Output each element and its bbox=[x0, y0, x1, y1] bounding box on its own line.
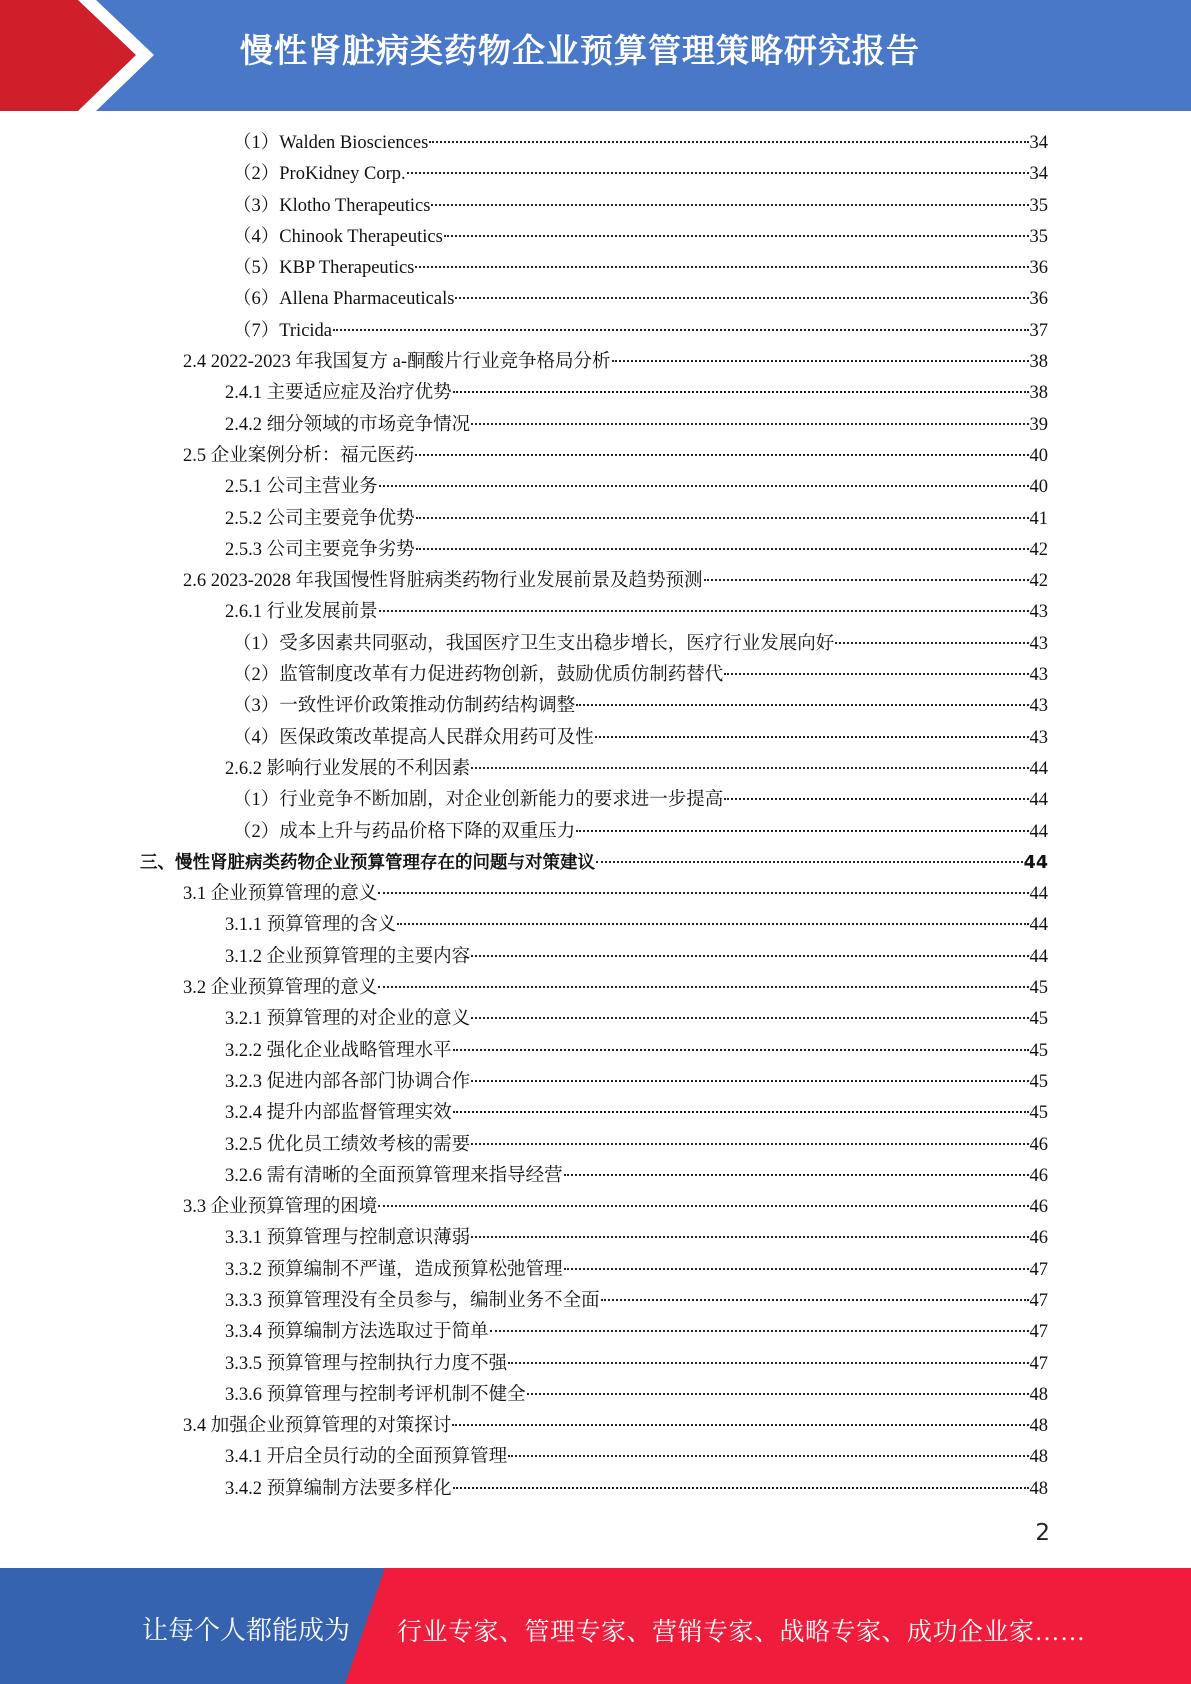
toc-entry[interactable] bbox=[0, 1317, 1191, 1348]
toc-entry[interactable] bbox=[0, 973, 1191, 1004]
toc-entry-title: （2）成本上升与药品价格下降的双重压力 bbox=[233, 821, 576, 842]
toc-dot-leader bbox=[416, 517, 1029, 519]
toc-entry[interactable] bbox=[0, 1067, 1191, 1098]
toc-entry-page: 48 bbox=[1029, 1478, 1048, 1499]
table-of-contents bbox=[0, 128, 1191, 1505]
toc-entry-page: 34 bbox=[1029, 133, 1048, 153]
toc-entry[interactable] bbox=[0, 629, 1191, 660]
toc-entry-page: 38 bbox=[1029, 352, 1048, 373]
toc-entry-title: 3.2.2 强化企业战略管理水平 bbox=[225, 1040, 452, 1061]
toc-entry-title: 3.3.5 预算管理与控制执行力度不强 bbox=[225, 1353, 508, 1374]
toc-entry[interactable] bbox=[0, 597, 1191, 628]
toc-entry-page: 46 bbox=[1029, 1197, 1048, 1218]
toc-entry-page: 43 bbox=[1029, 602, 1048, 623]
toc-entry[interactable] bbox=[0, 1411, 1191, 1442]
toc-entry[interactable] bbox=[0, 1223, 1191, 1254]
toc-dot-leader bbox=[576, 830, 1028, 832]
toc-entry[interactable] bbox=[0, 191, 1191, 222]
toc-entry[interactable] bbox=[0, 253, 1191, 284]
toc-entry-page: 36 bbox=[1029, 289, 1048, 310]
toc-entry[interactable] bbox=[0, 1098, 1191, 1129]
toc-entry[interactable] bbox=[0, 284, 1191, 315]
toc-dot-leader bbox=[704, 579, 1029, 581]
toc-dot-leader bbox=[455, 297, 1028, 299]
toc-entry-title: 2.5.2 公司主要竞争优势 bbox=[225, 508, 415, 529]
page-number: 2 bbox=[1035, 1520, 1050, 1546]
toc-dot-leader bbox=[471, 1143, 1028, 1145]
toc-entry-page: 48 bbox=[1029, 1416, 1048, 1437]
toc-entry-title: （1）Walden Biosciences bbox=[233, 133, 429, 153]
toc-entry[interactable] bbox=[0, 1474, 1191, 1505]
toc-entry-title: （2）监管制度改革有力促进药物创新，鼓励优质仿制药替代 bbox=[233, 665, 724, 686]
toc-entry-title: 3.3.1 预算管理与控制意识薄弱 bbox=[225, 1228, 471, 1249]
toc-entry-page: 45 bbox=[1029, 1071, 1048, 1092]
toc-entry-title: （3）一致性评价政策推动仿制药结构调整 bbox=[233, 696, 576, 717]
toc-entry-page: 47 bbox=[1029, 1290, 1048, 1311]
toc-dot-leader bbox=[416, 548, 1029, 550]
toc-dot-leader bbox=[471, 767, 1028, 769]
toc-entry-page: 44 bbox=[1023, 852, 1048, 873]
toc-entry-page: 44 bbox=[1029, 946, 1048, 967]
toc-entry[interactable] bbox=[0, 1442, 1191, 1473]
header-red-arrow bbox=[0, 0, 150, 111]
toc-entry-title: 2.5.1 公司主营业务 bbox=[225, 477, 378, 498]
toc-entry-page: 43 bbox=[1029, 696, 1048, 717]
toc-entry-page: 36 bbox=[1029, 258, 1048, 279]
toc-entry[interactable] bbox=[0, 316, 1191, 347]
toc-entry[interactable] bbox=[0, 754, 1191, 785]
toc-entry-title: 3.1.2 企业预算管理的主要内容 bbox=[225, 946, 471, 967]
toc-dot-leader bbox=[452, 1424, 1028, 1426]
toc-dot-leader bbox=[471, 1236, 1028, 1238]
toc-entry-page: 41 bbox=[1029, 508, 1048, 529]
toc-entry-title: 3.4 加强企业预算管理的对策探讨 bbox=[183, 1416, 452, 1437]
header-banner bbox=[0, 0, 1191, 111]
toc-entry[interactable] bbox=[0, 566, 1191, 597]
toc-entry-page: 44 bbox=[1029, 821, 1048, 842]
toc-entry-page: 35 bbox=[1029, 195, 1048, 216]
toc-dot-leader bbox=[471, 955, 1028, 957]
toc-entry-page: 45 bbox=[1029, 1040, 1048, 1061]
toc-dot-leader bbox=[453, 1111, 1029, 1113]
toc-entry[interactable] bbox=[0, 1130, 1191, 1161]
toc-entry[interactable] bbox=[0, 441, 1191, 472]
toc-dot-leader bbox=[471, 423, 1028, 425]
toc-dot-leader bbox=[508, 1455, 1028, 1457]
toc-entry-page: 44 bbox=[1029, 884, 1048, 905]
toc-dot-leader bbox=[379, 610, 1029, 612]
toc-dot-leader bbox=[835, 642, 1028, 644]
toc-entry-title: 3.2 企业预算管理的意义 bbox=[183, 978, 378, 999]
toc-dot-leader bbox=[453, 1049, 1029, 1051]
toc-entry-title: （1）行业竞争不断加剧，对企业创新能力的要求进一步提高 bbox=[233, 790, 724, 811]
footer-slogan-right: 行业专家、管理专家、营销专家、战略专家、成功企业家…… bbox=[397, 1619, 1086, 1646]
toc-entry[interactable] bbox=[0, 848, 1191, 879]
toc-entry-title: （4）Chinook Therapeutics bbox=[233, 226, 443, 247]
toc-entry-title: 2.5.3 公司主要竞争劣势 bbox=[225, 539, 415, 560]
toc-dot-leader bbox=[527, 1393, 1029, 1395]
toc-entry-title: 3.2.5 优化员工绩效考核的需要 bbox=[225, 1134, 471, 1155]
toc-dot-leader bbox=[564, 1268, 1029, 1270]
toc-entry-title: （5）KBP Therapeutics bbox=[233, 258, 415, 279]
toc-entry-page: 46 bbox=[1029, 1228, 1048, 1249]
toc-entry[interactable] bbox=[0, 1380, 1191, 1411]
toc-entry-title: （7）Tricida bbox=[233, 320, 333, 341]
toc-entry[interactable] bbox=[0, 504, 1191, 535]
toc-entry-page: 45 bbox=[1029, 1103, 1048, 1124]
toc-entry-title: （1）受多因素共同驱动，我国医疗卫生支出稳步增长，医疗行业发展向好 bbox=[233, 633, 835, 654]
toc-entry[interactable] bbox=[0, 910, 1191, 941]
toc-entry[interactable] bbox=[0, 1161, 1191, 1192]
toc-entry-page: 42 bbox=[1029, 571, 1048, 592]
toc-dot-leader bbox=[378, 986, 1028, 988]
toc-dot-leader bbox=[471, 1017, 1028, 1019]
toc-entry-title: 3.1 企业预算管理的意义 bbox=[183, 884, 378, 905]
toc-dot-leader bbox=[379, 485, 1029, 487]
toc-entry[interactable] bbox=[0, 1349, 1191, 1380]
toc-dot-leader bbox=[397, 923, 1028, 925]
toc-entry-title: 2.6.1 行业发展前景 bbox=[225, 602, 378, 623]
toc-dot-leader bbox=[378, 892, 1028, 894]
toc-entry-page: 46 bbox=[1029, 1134, 1048, 1155]
toc-entry-title: 3.3 企业预算管理的困境 bbox=[183, 1197, 378, 1218]
toc-entry-title: 三、慢性肾脏病类药物企业预算管理存在的问题与对策建议 bbox=[140, 852, 595, 873]
toc-entry[interactable] bbox=[0, 535, 1191, 566]
footer-banner bbox=[0, 1568, 1191, 1684]
toc-dot-leader bbox=[429, 141, 1028, 143]
toc-entry[interactable] bbox=[0, 347, 1191, 378]
toc-entry-page: 45 bbox=[1029, 978, 1048, 999]
toc-dot-leader bbox=[596, 861, 1023, 863]
toc-dot-leader bbox=[407, 172, 1029, 174]
toc-entry[interactable] bbox=[0, 1004, 1191, 1035]
toc-entry-page: 37 bbox=[1029, 320, 1048, 341]
toc-entry[interactable] bbox=[0, 817, 1191, 848]
toc-dot-leader bbox=[724, 673, 1028, 675]
toc-entry-page: 44 bbox=[1029, 790, 1048, 811]
toc-entry-page: 40 bbox=[1029, 477, 1048, 498]
toc-dot-leader bbox=[431, 204, 1028, 206]
toc-entry-title: 3.4.1 开启全员行动的全面预算管理 bbox=[225, 1447, 508, 1468]
toc-entry-page: 34 bbox=[1029, 164, 1048, 185]
toc-dot-leader bbox=[378, 1205, 1028, 1207]
toc-entry-page: 43 bbox=[1029, 727, 1048, 748]
toc-entry-title: （2）ProKidney Corp. bbox=[233, 164, 406, 185]
toc-entry[interactable] bbox=[0, 128, 1191, 159]
toc-entry-title: 2.6 2023-2028 年我国慢性肾脏病类药物行业发展前景及趋势预测 bbox=[183, 571, 703, 592]
toc-dot-leader bbox=[471, 1080, 1028, 1082]
toc-entry-page: 45 bbox=[1029, 1009, 1048, 1030]
toc-entry-page: 42 bbox=[1029, 539, 1048, 560]
toc-entry-page: 48 bbox=[1029, 1384, 1048, 1405]
toc-entry-title: 2.4.1 主要适应症及治疗优势 bbox=[225, 383, 452, 404]
toc-entry[interactable] bbox=[0, 410, 1191, 441]
toc-entry-page: 38 bbox=[1029, 383, 1048, 404]
toc-entry[interactable] bbox=[0, 942, 1191, 973]
toc-entry-title: 2.4.2 细分领域的市场竞争情况 bbox=[225, 414, 471, 435]
toc-dot-leader bbox=[415, 266, 1028, 268]
toc-entry-page: 40 bbox=[1029, 445, 1048, 466]
toc-entry[interactable] bbox=[0, 1192, 1191, 1223]
footer-slogan-left: 让每个人都能成为 bbox=[142, 1616, 351, 1645]
toc-entry-page: 44 bbox=[1029, 915, 1048, 936]
toc-entry-page: 47 bbox=[1029, 1259, 1048, 1280]
toc-entry[interactable] bbox=[0, 660, 1191, 691]
toc-dot-leader bbox=[453, 1487, 1029, 1489]
toc-dot-leader bbox=[508, 1362, 1028, 1364]
toc-entry-page: 47 bbox=[1029, 1353, 1048, 1374]
toc-entry-page: 39 bbox=[1029, 414, 1048, 435]
toc-dot-leader bbox=[333, 329, 1028, 331]
toc-dot-leader bbox=[415, 454, 1028, 456]
toc-dot-leader bbox=[595, 736, 1029, 738]
toc-entry-title: （4）医保政策改革提高人民群众用药可及性 bbox=[233, 727, 594, 748]
toc-entry[interactable] bbox=[0, 785, 1191, 816]
toc-entry-title: 3.2.3 促进内部各部门协调合作 bbox=[225, 1071, 471, 1092]
toc-entry-title: 3.3.3 预算管理没有全员参与，编制业务不全面 bbox=[225, 1290, 600, 1311]
toc-entry-title: 3.3.2 预算编制不严谨，造成预算松弛管理 bbox=[225, 1259, 563, 1280]
toc-entry[interactable] bbox=[0, 222, 1191, 253]
toc-entry-title: 3.4.2 预算编制方法要多样化 bbox=[225, 1478, 452, 1499]
toc-entry-page: 35 bbox=[1029, 226, 1048, 247]
toc-entry-title: 3.2.1 预算管理的对企业的意义 bbox=[225, 1009, 471, 1030]
toc-entry-page: 46 bbox=[1029, 1165, 1048, 1186]
toc-entry[interactable] bbox=[0, 723, 1191, 754]
toc-entry[interactable] bbox=[0, 1036, 1191, 1067]
toc-dot-leader bbox=[490, 1330, 1029, 1332]
toc-entry-title: 2.4 2022-2023 年我国复方 a-酮酸片行业竞争格局分析 bbox=[183, 352, 611, 373]
toc-entry-page: 43 bbox=[1029, 633, 1048, 654]
toc-entry-title: （6）Allena Pharmaceuticals bbox=[233, 289, 455, 310]
toc-entry[interactable] bbox=[0, 378, 1191, 409]
toc-dot-leader bbox=[601, 1299, 1029, 1301]
toc-dot-leader bbox=[724, 798, 1028, 800]
toc-dot-leader bbox=[612, 360, 1029, 362]
toc-entry-page: 44 bbox=[1029, 758, 1048, 779]
toc-dot-leader bbox=[444, 235, 1029, 237]
toc-entry-title: 3.1.1 预算管理的含义 bbox=[225, 915, 397, 936]
toc-entry[interactable] bbox=[0, 691, 1191, 722]
toc-entry-page: 47 bbox=[1029, 1322, 1048, 1343]
toc-entry-title: 2.6.2 影响行业发展的不利因素 bbox=[225, 758, 471, 779]
toc-entry-page: 43 bbox=[1029, 665, 1048, 686]
toc-entry[interactable] bbox=[0, 1255, 1191, 1286]
toc-entry-title: 3.2.4 提升内部监督管理实效 bbox=[225, 1103, 452, 1124]
toc-entry-title: （3）Klotho Therapeutics bbox=[233, 195, 431, 216]
toc-entry-title: 2.5 企业案例分析：福元医药 bbox=[183, 445, 415, 466]
toc-entry[interactable] bbox=[0, 159, 1191, 190]
report-title: 慢性肾脏病类药物企业预算管理策略研究报告 bbox=[240, 31, 920, 70]
toc-dot-leader bbox=[564, 1174, 1029, 1176]
toc-entry[interactable] bbox=[0, 879, 1191, 910]
toc-dot-leader bbox=[453, 391, 1029, 393]
toc-entry-title: 3.3.4 预算编制方法选取过于简单 bbox=[225, 1322, 489, 1343]
toc-entry-page: 48 bbox=[1029, 1447, 1048, 1468]
toc-entry[interactable] bbox=[0, 472, 1191, 503]
toc-entry-title: 3.3.6 预算管理与控制考评机制不健全 bbox=[225, 1384, 526, 1405]
toc-entry[interactable] bbox=[0, 1286, 1191, 1317]
toc-entry-title: 3.2.6 需有清晰的全面预算管理来指导经营 bbox=[225, 1165, 563, 1186]
toc-dot-leader bbox=[576, 704, 1028, 706]
